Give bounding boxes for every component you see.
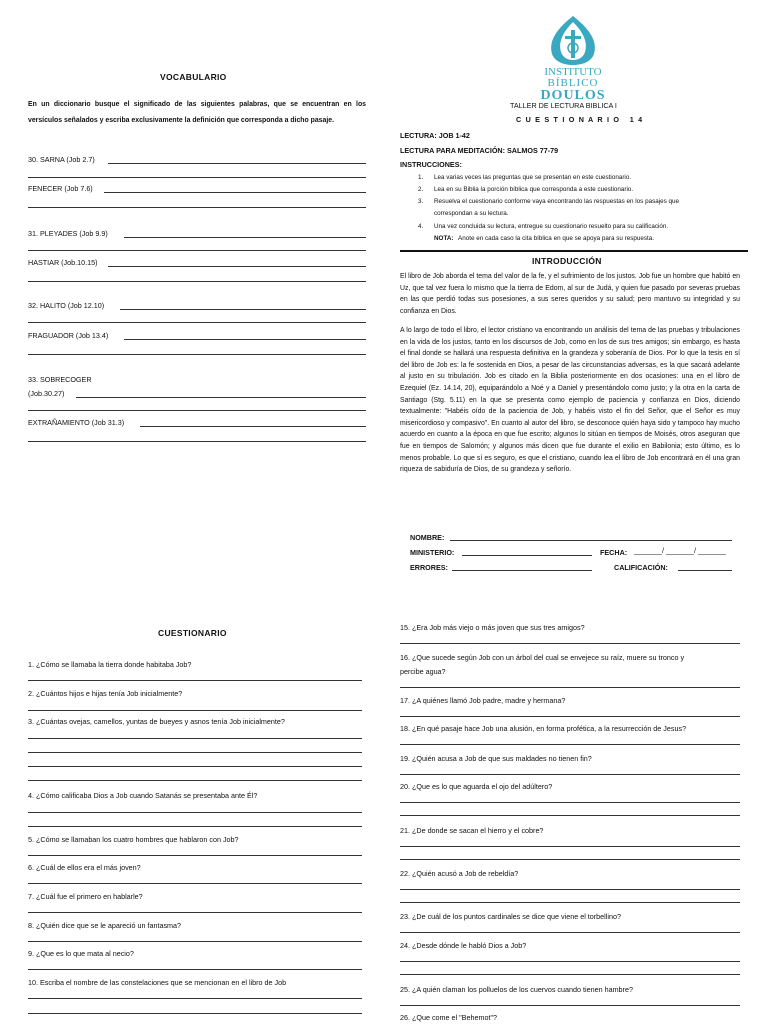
ministerio-field[interactable] (462, 555, 592, 556)
answer-line[interactable] (104, 192, 366, 193)
question: 16. ¿Que sucede según Job con un árbol del cual se envejece su raíz, muere su tronco y (400, 653, 685, 662)
answer-line[interactable] (400, 744, 740, 745)
logo-line3: DOULOS (540, 88, 606, 103)
nota-text: Anote en cada caso la cita bíblica en que se apoya para su respuesta. (458, 235, 655, 242)
answer-line[interactable] (28, 912, 362, 913)
errores-label: ERRORES: (410, 563, 448, 572)
question: 26. ¿Que come el "Behemot"? (400, 1013, 497, 1022)
answer-line[interactable] (400, 687, 740, 688)
question: 18. ¿En qué pasaje hace Job una alusión, en forma profética, a la resurrección de Jesus? (400, 724, 687, 733)
separator (400, 250, 748, 252)
question: 24. ¿Desde dónde le habló Dios a Job? (400, 941, 527, 950)
introduccion-p1: El libro de Job aborda el tema del valor de la fe, y el sufrimiento de los justos. Job fue un hombre que habitó en Uz, que tal vez fuera lo mismo que la tierra de Edom, al sur de Judá, y quien fue pasado por severas pruebas en las que perdió todas sus posesiones, a sus seres queridos y su salud; pero mantuvo su integridad y su confianza en Dios. (400, 273, 740, 315)
vocab-item: EXTRAÑAMIENTO (Job 31.3) (28, 418, 125, 427)
fecha-label: FECHA: (600, 548, 628, 557)
taller-title: TALLER DE LECTURA BIBLICA I (510, 101, 617, 110)
vocab-item: FRAGUADOR (Job 13.4) (28, 331, 109, 340)
answer-line[interactable] (124, 237, 366, 238)
instruccion-item (418, 208, 748, 221)
answer-line[interactable] (28, 177, 366, 178)
introduccion-p2: A lo largo de todo el libro, el lector cristiano va encontrando un análisis del tema de las pruebas y tribulaciones en la vida de los justos, tanto en los discursos de Job, como en los de sus tres amigos; sin embargo, es hasta el final donde se hallará una respuesta definitiva en la grandeza y soberanía de Dios. Por lo que la tesis en sí del libro de Job es: la fe sostenida en Dios, a pesar de las circunstancias adversas, es la que sacará adelante al justo en su tribulación. Job es citado en la Biblia posteriormente en dos ocasiones: una en el libro de Ezequiel (Ez. 14.14, 20), equiparándolo a Noé y a Daniel y presentándolo como justo; y la otra en la carta de Santiago (Stg. 5.11) en la que se presenta como ejemplo de paciencia y confianza en Dios, diciendo textualmente: "Habéis oído de la paciencia de Job, y habéis visto el fin del Señor, que el Señor es muy misericordioso y compasivo". En cuanto al autor del libro, se desconoce quién haya sido y tampoco hay mucho acuerdo en cuanto a la época en que fue escrito; algunos lo sitúan en tiempos de Moisés, otros aseguran que fue en tiempos de Salomón; y algunos más dicen que fue durante el exilio en Babilonia; esto último, es lo menos probable. Lo que sí es seguro, es que el cristiano, cuando lea el libro de Job encontrará en él una gran riqueza de sabiduría de Dios, de su grandeza y señorío. (400, 327, 740, 474)
answer-line[interactable] (28, 998, 362, 999)
fecha-field[interactable]: _______/ _______/ _______ (634, 546, 726, 555)
question: 6. ¿Cuál de ellos era el más joven? (28, 863, 141, 872)
question: 25. ¿A quién claman los polluelos de los cuervos cuando tienen hambre? (400, 985, 633, 994)
instruccion-num: 2. (418, 186, 424, 193)
vocab-item: 31. PLEYADES (Job 9.9) (28, 229, 108, 238)
instruccion-item (418, 172, 748, 184)
answer-line[interactable] (28, 281, 366, 282)
nota-label: NOTA: (434, 235, 454, 242)
question: 8. ¿Quién dice que se le apareció un fantasma? (28, 921, 182, 930)
answer-line[interactable] (28, 354, 366, 355)
question: 4. ¿Cómo calificaba Dios a Job cuando Satanás se presentaba ante Él? (28, 791, 258, 800)
instruccion-item (418, 184, 748, 196)
vocab-item: (Job.30.27) (28, 389, 65, 398)
logo (528, 14, 618, 102)
vocab-item: 30. SARNA (Job 2.7) (28, 155, 95, 164)
lectura: LECTURA: JOB 1-42 (400, 131, 470, 140)
instruccion-num: 4. (418, 223, 424, 230)
answer-line[interactable] (400, 974, 740, 975)
vocab-item: 32. HALITO (Job 12.10) (28, 301, 105, 310)
nombre-label: NOMBRE: (410, 533, 445, 542)
cuestionario-number: C U E S T I O N A R I O 1 4 (516, 115, 644, 124)
question: 10. Escriba el nombre de las constelaciones que se mencionan en el libro de Job (28, 978, 287, 987)
question: 17. ¿A quiénes llamó Job padre, madre y hermana? (400, 696, 566, 705)
instruccion-num: 3. (418, 198, 424, 205)
lectura-meditacion: LECTURA PARA MEDITACIÓN: SALMOS 77-79 (400, 146, 559, 155)
ministerio-label: MINISTERIO: (410, 548, 455, 557)
instruccion-text: Resuelva el cuestionario conforme vaya encontrando las respuestas en los pasajes que (434, 198, 680, 205)
answer-line[interactable] (28, 826, 362, 827)
instruccion-text: Una vez concluida su lectura, entregue su cuestionario resuelto para su calificación. (434, 223, 669, 230)
vocab-item: HASTIAR (Job.10.15) (28, 258, 98, 267)
calificacion-field[interactable] (678, 570, 732, 571)
answer-line[interactable] (28, 410, 366, 411)
logo-line1: INSTITUTO (544, 66, 602, 78)
question: 3. ¿Cuántas ovejas, camellos, yuntas de bueyes y asnos tenía Job inicialmente? (28, 717, 285, 726)
errores-field[interactable] (452, 570, 592, 571)
question: 23. ¿De cuál de los puntos cardinales se dice que viene el torbellino? (400, 912, 621, 921)
answer-line[interactable] (28, 680, 362, 681)
answer-line[interactable] (28, 855, 362, 856)
introduccion-title: INTRODUCCIÓN (532, 256, 602, 266)
answer-line[interactable] (400, 859, 740, 860)
answer-line[interactable] (108, 266, 366, 267)
vocab-item: 33. SOBRECOGER (28, 375, 92, 384)
nota (418, 233, 748, 245)
answer-line[interactable] (28, 207, 366, 208)
answer-line[interactable] (400, 1005, 740, 1006)
dove-cross-icon (528, 14, 618, 66)
instrucciones-title: INSTRUCCIONES: (400, 160, 462, 169)
answer-line[interactable] (400, 802, 740, 803)
answer-line[interactable] (400, 643, 740, 644)
answer-line[interactable] (400, 902, 740, 903)
cuestionario-title: CUESTIONARIO (158, 628, 227, 638)
calificacion-label: CALIFICACIÓN: (614, 563, 668, 572)
vocab-item: FENECER (Job 7.6) (28, 184, 93, 193)
answer-line[interactable] (28, 322, 366, 323)
question: 7. ¿Cuál fue el primero en hablarle? (28, 892, 143, 901)
instruccion-text: correspondan a su lectura. (434, 210, 509, 217)
vocabulario-intro: En un diccionario busque el significado de las siguientes palabras, que se encuentran en los versículos señalados y escriba exclusivamente la definición que corresponda a dicho pasaje. (28, 101, 366, 124)
question: 19. ¿Quién acusa a Job de que sus maldades no tienen fin? (400, 754, 592, 763)
answer-line[interactable] (400, 815, 740, 816)
instruccion-item (418, 221, 748, 233)
answer-line[interactable] (400, 716, 740, 717)
question: 21. ¿De donde se sacan el hierro y el cobre? (400, 826, 544, 835)
question-continuation: percibe agua? (400, 667, 446, 676)
instruccion-text: Lea varias veces las preguntas que se presentan en este cuestionario. (434, 174, 632, 181)
answer-line[interactable] (28, 883, 362, 884)
answer-line[interactable] (28, 780, 362, 781)
logo-line2: BÍBLICO (547, 77, 599, 89)
answer-line[interactable] (28, 969, 362, 970)
answer-line[interactable] (124, 339, 366, 340)
answer-line[interactable] (28, 710, 362, 711)
vocabulario-title: VOCABULARIO (160, 72, 227, 82)
question: 2. ¿Cuántos hijos e hijas tenía Job inicialmente? (28, 689, 183, 698)
answer-line[interactable] (400, 889, 740, 890)
answer-line[interactable] (28, 1013, 362, 1014)
nombre-field[interactable] (450, 540, 732, 541)
answer-line[interactable] (28, 766, 362, 767)
answer-line[interactable] (28, 738, 362, 739)
answer-line[interactable] (120, 309, 366, 310)
answer-line[interactable] (28, 441, 366, 442)
instruccion-num: 1. (418, 174, 424, 181)
answer-line[interactable] (400, 932, 740, 933)
answer-line[interactable] (108, 163, 366, 164)
question: 1. ¿Cómo se llamaba la tierra donde habitaba Job? (28, 660, 192, 669)
question: 9. ¿Que es lo que mata al necio? (28, 949, 134, 958)
answer-line[interactable] (400, 774, 740, 775)
question: 22. ¿Quién acusó a Job de rebeldía? (400, 869, 519, 878)
answer-line[interactable] (400, 961, 740, 962)
answer-line[interactable] (400, 846, 740, 847)
instruccion-text: Lea en su Biblia la porción bíblica que corresponda a este cuestionario. (434, 186, 634, 193)
answer-line[interactable] (28, 812, 362, 813)
answer-line[interactable] (28, 250, 366, 251)
question: 15. ¿Era Job más viejo o más joven que sus tres amigos? (400, 623, 585, 632)
answer-line[interactable] (76, 397, 366, 398)
question: 5. ¿Cómo se llamaban los cuatro hombres que hablaron con Job? (28, 835, 239, 844)
answer-line[interactable] (28, 941, 362, 942)
instrucciones-list (418, 172, 748, 245)
instruccion-item (418, 196, 748, 208)
answer-line[interactable] (28, 752, 362, 753)
question: 20. ¿Que es lo que aguarda el ojo del adúltero? (400, 782, 553, 791)
answer-line[interactable] (140, 426, 366, 427)
